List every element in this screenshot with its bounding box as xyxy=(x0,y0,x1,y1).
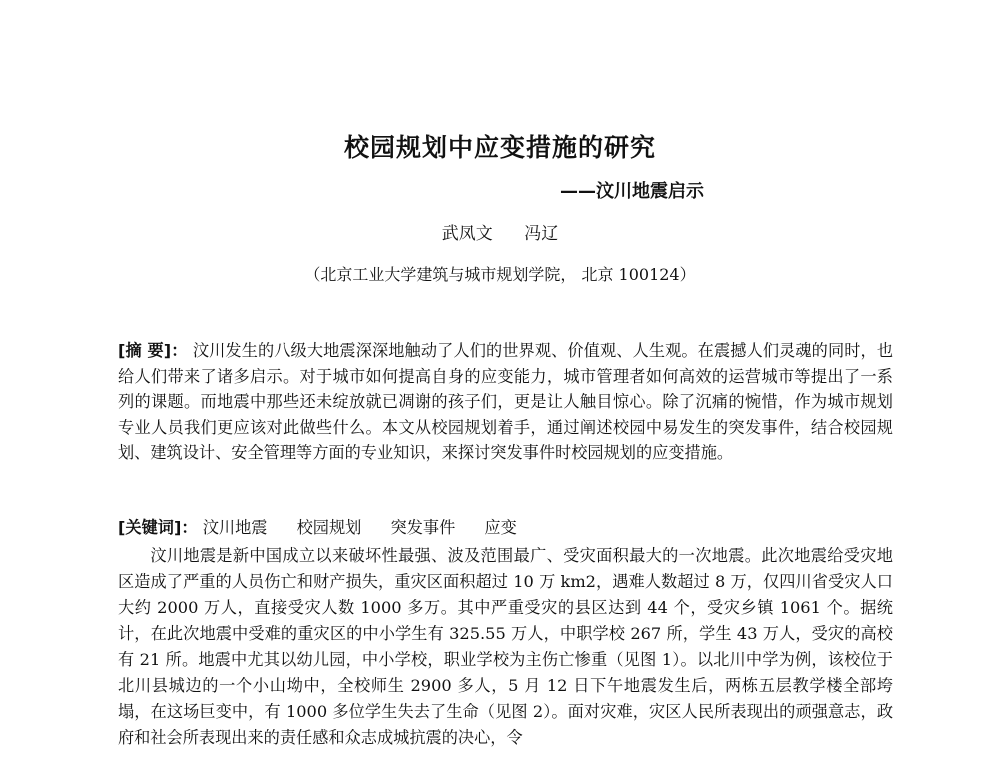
paper-authors: 武凤文 冯辽 xyxy=(441,224,559,244)
abstract-text: 汶川发生的八级大地震深深地触动了人们的世界观、价值观、人生观。在震撼人们灵魂的同时，也给人们带来了诸多启示。对于城市如何提高自身的应变能力，城市管理者如何高效的运营城市等提出了一系列的课题。而地震中那些还未绽放就已凋谢的孩子们，更是让人触目惊心。除了沉痛的惋惜，作为城市规划专业人员我们更应该对此做些什么。本文从校园规划着手，通过阐述校园中易发生的突发事件，结合校园规划、建筑设计、安全管理等方面的专业知识，来探讨突发事件时校园规划的应变措施。 xyxy=(118,341,894,462)
paper-subtitle: ——汶川地震启示 xyxy=(560,181,704,202)
keyword: 突发事件 xyxy=(390,518,456,537)
paper-affiliation: （北京工业大学建筑与城市规划学院， 北京 100124） xyxy=(304,265,696,284)
keyword: 汶川地震 xyxy=(202,518,268,537)
body-paragraph xyxy=(118,543,893,751)
keyword: 校园规划 xyxy=(296,518,362,537)
body-paragraph-text: 汶川地震是新中国成立以来破坏性最强、波及范围最广、受灾面积最大的一次地震。此次地震给受灾地区造成了严重的人员伤亡和财产损失，重灾区面积超过 10 万 km2，遇难人数超过 8 万，仅四川省受灾人口大约 2000 万人，直接受灾人数 1000 多万。其中严重受灾的县区达到 44 个，受灾乡镇 1061 个。据统计，在此次地震中受难的重灾区的中小学生有 325.55 万人，中职学校 267 所，学生 43 万人，受灾的高校有 21 所。地震中尤其以幼儿园，中小学校，职业学校为主伤亡惨重（见图 1）。以北川中学为例，该校位于北川县城边的一个小山坳中，全校师生 2900 多人，5 月 12 日下午地震发生后，两栋五层教学楼全部垮塌，在这场巨变中，有 1000 多位学生失去了生命（见图 2）。面对灾难，灾区人民所表现出的顽强意志，政府和社会所表现出来的责任感和众志成城抗震的决心，令 xyxy=(118,546,893,747)
abstract-label: [摘 要]： xyxy=(118,341,188,360)
keywords-section xyxy=(118,514,893,538)
keywords-label: [关键词]： xyxy=(118,518,198,537)
paper-title: 校园规划中应变措施的研究 xyxy=(343,133,656,162)
keyword: 应变 xyxy=(484,518,517,537)
abstract-section xyxy=(118,338,893,466)
